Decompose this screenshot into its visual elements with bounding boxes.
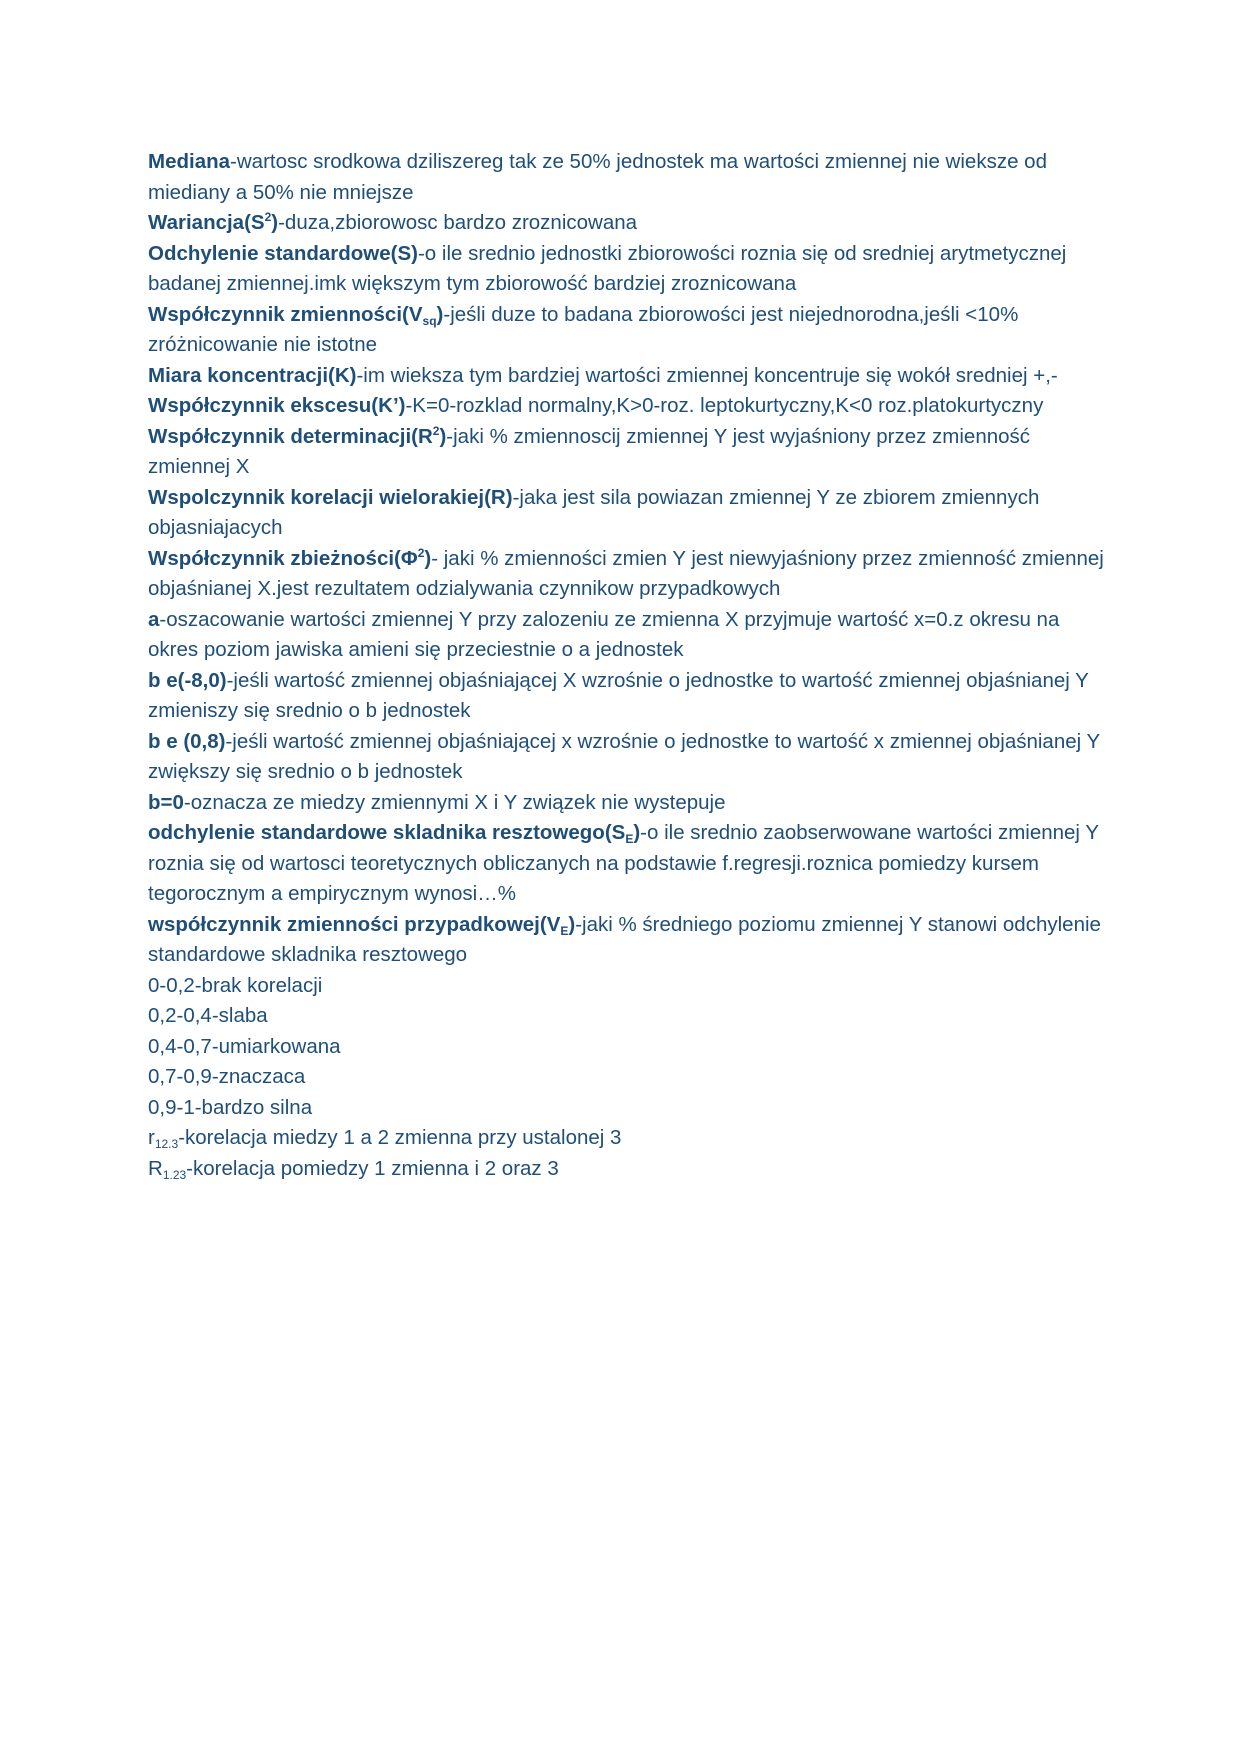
subscript: sq — [422, 313, 437, 328]
term-determinacji — [148, 425, 446, 448]
term-odchylenie: Odchylenie standardowe(S) — [148, 241, 418, 265]
entry-korelacji — [148, 483, 1108, 544]
definition-b-positive: -jeśli wartość zmiennej objaśniającej x wzrośnie o jednostke to wartość x zmiennej objaśnianej Y zwiększy się srednio o b jednostek — [148, 729, 1100, 783]
term-b-zero: b=0 — [148, 790, 184, 814]
definition-determinacji: -jaki % zmiennoscij zmiennej Y jest wyjaśniony przez zmienność zmiennej X — [148, 424, 1031, 478]
entry-mediana — [148, 147, 1108, 208]
term-text: Wariancja(S — [148, 211, 265, 234]
term-zbieznosci — [148, 547, 431, 570]
definition-wariancja: -duza,zbiorowosc bardzo zroznicowana — [278, 211, 638, 234]
entry-wariancja — [148, 208, 1108, 239]
multiple-correlation-line — [148, 1154, 1108, 1185]
term-korelacji: Wspolczynnik korelacji wielorakiej(R) — [148, 485, 513, 509]
partial-correlation-line — [148, 1123, 1108, 1154]
symbol: R — [148, 1156, 163, 1180]
definition-koncentracja: -im wieksza tym bardziej wartości zmiennej koncentruje się wokół sredniej +,- — [356, 363, 1058, 387]
term-b-negative: b e(-8,0) — [148, 668, 227, 692]
term-close: ) — [436, 302, 444, 326]
entry-a — [148, 605, 1108, 666]
entry-odchylenie — [148, 239, 1108, 300]
superscript: 2 — [417, 545, 425, 560]
multiple-correlation-text: -korelacja pomiedzy 1 zmienna i 2 oraz 3 — [186, 1156, 559, 1180]
term-wsp-zmiennosci — [148, 303, 443, 326]
term-ekscesu: Współczynnik ekscesu(K’) — [148, 394, 406, 417]
subscript: E — [625, 832, 634, 846]
entry-wsp-zmiennosci — [148, 300, 1108, 361]
subscript: E — [560, 923, 569, 938]
term-close: ) — [633, 821, 641, 844]
scale-line: 0-0,2-brak korelacji — [148, 973, 323, 997]
entry-ekscesu — [148, 391, 1108, 422]
scale-line: 0,4-0,7-umiarkowana — [148, 1034, 341, 1058]
definition-a: -oszacowanie wartości zmiennej Y przy zalozeniu ze zmienna X przyjmuje wartość x=0.z okresu na okres poziom jawiska amieni się przeciestnie o a jednostek — [148, 607, 1060, 661]
superscript: 2 — [264, 210, 272, 224]
superscript: 2 — [432, 423, 440, 438]
definition-b-zero: -oznacza ze miedzy zmiennymi X i Y związek nie wystepuje — [183, 790, 726, 814]
term-b-positive: b e (0,8) — [148, 729, 226, 753]
definition-zmiennosci-przypadkowej: -jaki % średniego poziomu zmiennej Y stanowi odchylenie standardowe skladnika resztowego — [148, 912, 1101, 966]
partial-correlation-text: -korelacja miedzy 1 a 2 zmienna przy ustalonej 3 — [178, 1126, 622, 1149]
term-close: ) — [439, 424, 447, 448]
definition-korelacji: -jaka jest sila powiazan zmiennej Y ze zbiorem zmiennych objasniajacych — [148, 485, 1040, 539]
definition-zbieznosci: - jaki % zmienności zmien Y jest niewyjaśniony przez zmienność zmiennej objaśnianej X.jest rezultatem odzialywania czynnikow przypadkowych — [148, 546, 1104, 600]
subscript: 1.23 — [162, 1167, 187, 1182]
entry-determinacji — [148, 422, 1108, 483]
entry-b-positive — [148, 727, 1108, 788]
definition-odchylenie: -o ile srednio jednostki zbiorowości roznia się od sredniej arytmetycznej badanej zmiennej.imk większym tym zbiorowość bardziej zroznicowana — [148, 241, 1067, 295]
definition-mediana: -wartosc srodkowa dziliszereg tak ze 50% jednostek ma wartości zmiennej nie wieksze od miediany a 50% nie mniejsze — [148, 150, 1047, 204]
entry-odchylenie-resztowe — [148, 818, 1108, 910]
definition-wsp-zmiennosci: -jeśli duze to badana zbiorowości jest niejednorodna,jeśli <10% zróżnicowanie nie istotne — [148, 302, 1019, 356]
definition-ekscesu: -K=0-rozklad normalny,K>0-roz. leptokurtyczny,K<0 roz.platokurtyczny — [405, 394, 1044, 417]
scale-line: 0,7-0,9-znaczaca — [148, 1065, 306, 1088]
entry-zbieznosci — [148, 544, 1108, 605]
term-close: ) — [271, 211, 279, 234]
symbol: r — [148, 1126, 155, 1149]
subscript: 12.3 — [154, 1137, 179, 1151]
entry-zmiennosci-przypadkowej — [148, 910, 1108, 971]
term-close: ) — [568, 912, 576, 936]
term-text: Współczynnik zmienności(V — [148, 302, 423, 326]
definition-b-negative: -jeśli wartość zmiennej objaśniającej X wzrośnie o jednostke to wartość zmiennej objaśnianej Y zmieniszy się srednio o b jednostek — [148, 668, 1089, 722]
term-a: a — [148, 607, 160, 631]
notes-body — [148, 147, 1108, 1184]
term-text: współczynnik zmienności przypadkowej(V — [148, 912, 561, 936]
scale-line: 0,2-0,4-slaba — [148, 1004, 268, 1027]
term-text: Współczynnik zbieżności(Φ — [148, 546, 418, 570]
entry-koncentracja — [148, 361, 1108, 392]
term-mediana: Mediana — [148, 150, 231, 173]
entry-b-zero — [148, 788, 1108, 819]
term-close: ) — [424, 546, 432, 570]
term-odchylenie-resztowe — [148, 821, 640, 844]
scale-line: 0,9-1-bardzo silna — [148, 1095, 313, 1119]
term-zmiennosci-przypadkowej — [148, 913, 575, 936]
definition-odchylenie-resztowe: -o ile srednio zaobserwowane wartości zmiennej Y roznia się od wartosci teoretycznych obliczanych na podstawie f.regresji.roznica pomiedzy kursem tegorocznym a empirycznym wynosi…% — [148, 821, 1099, 905]
entry-b-negative — [148, 666, 1108, 727]
term-wariancja — [148, 211, 278, 234]
term-koncentracja: Miara koncentracji(K) — [148, 363, 357, 387]
term-text: odchylenie standardowe skladnika resztowego(S — [148, 821, 626, 844]
term-text: Współczynnik determinacji(R — [148, 424, 433, 448]
